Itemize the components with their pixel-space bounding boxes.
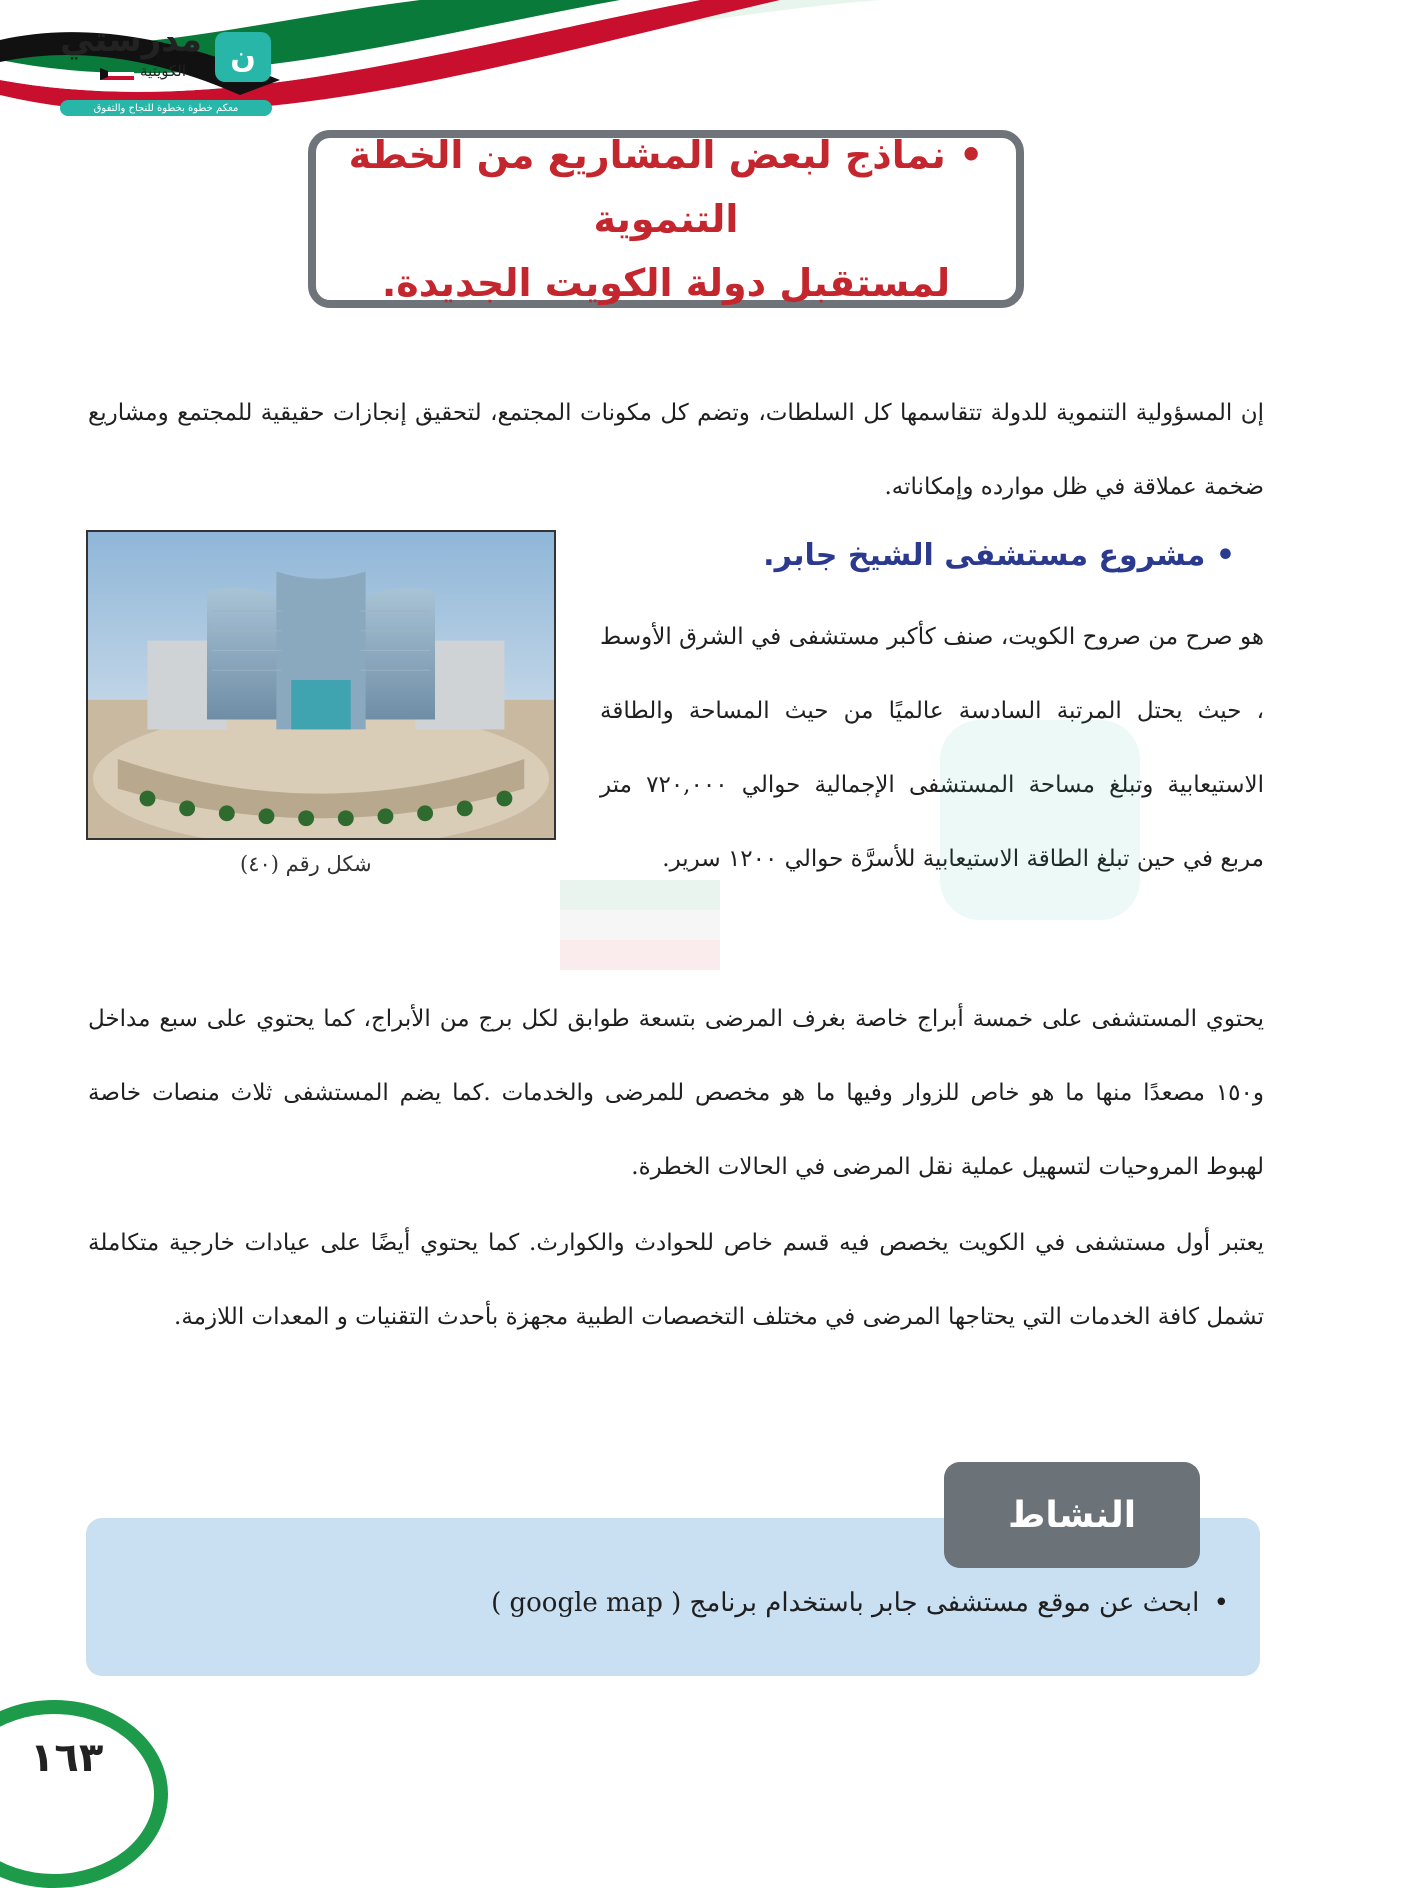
emergency-paragraph: يعتبر أول مستشفى في الكويت يخصص فيه قسم خاص للحوادث والكوارث. كما يحتوي أيضًا على عيادات خارجية متكاملة تشمل كافة الخدمات التي يحتاجها المرضى في مختلف التخصصات الطبية مجهزة بأحدث التقنيات و المعدات اللازمة. [88, 1230, 1264, 1330]
figure-caption: شكل رقم (٤٠) [240, 852, 372, 876]
title-line-1: • نماذج لبعض المشاريع من الخطة التنموية [348, 133, 984, 241]
logo-name: مدرستي [60, 20, 202, 60]
logo-badge-icon: ن [215, 32, 271, 82]
brand-logo [20, 10, 260, 114]
activity-item-text: ابحث عن موقع مستشفى جابر باستخدام برنامج ( google map ) [491, 1588, 1200, 1618]
kuwait-flag-icon [100, 68, 134, 80]
hospital-photo [86, 530, 556, 840]
project-paragraph: هو صرح من صروح الكويت، صنف كأكبر مستشفى في الشرق الأوسط ، حيث يحتل المرتبة السادسة عالميًا من حيث المساحة والطاقة الاستيعابية وتبلغ مساحة المستشفى الإجمالية حوالي ٧٢٠,٠٠٠ متر مربع في حين تبلغ الطاقة الاستيعابية للأسرَّة حوالي ١٢٠٠ سرير. [600, 624, 1264, 872]
section-title-box [308, 130, 1024, 308]
bullet-icon: • [1213, 1588, 1229, 1618]
intro-paragraph: إن المسؤولية التنموية للدولة تتقاسمها كل السلطات، وتضم كل مكونات المجتمع، لتحقيق إنجازات حقيقية للمجتمع ومشاريع ضخمة عملاقة في ظل موارده وإمكاناته. [88, 400, 1264, 500]
logo-subtitle: الكويتية [140, 62, 187, 80]
logo-tagline: معكم خطوة بخطوة للنجاح والتفوق [60, 100, 272, 116]
page-number-badge [0, 1700, 168, 1888]
page-number: ١٦٣ [30, 1735, 104, 1781]
towers-paragraph: يحتوي المستشفى على خمسة أبراج خاصة بغرف المرضى بتسعة طوابق لكل برج من الأبراج، كما يحتوي على سبع مداخل و١٥٠ مصعدًا منها ما هو خاص للزوار وفيها ما هو مخصص للمرضى والخدمات .كما يضم المستشفى ثلاث منصات خاصة لهبوط المروحيات لتسهيل عملية نقل المرضى في الحالات الخطرة. [88, 1006, 1264, 1180]
title-line-2: لمستقبل دولة الكويت الجديدة. [381, 261, 951, 305]
activity-item [491, 1588, 1229, 1618]
activity-title: النشاط [944, 1462, 1200, 1568]
project-heading: • مشروع مستشفى الشيخ جابر. [763, 538, 1235, 573]
